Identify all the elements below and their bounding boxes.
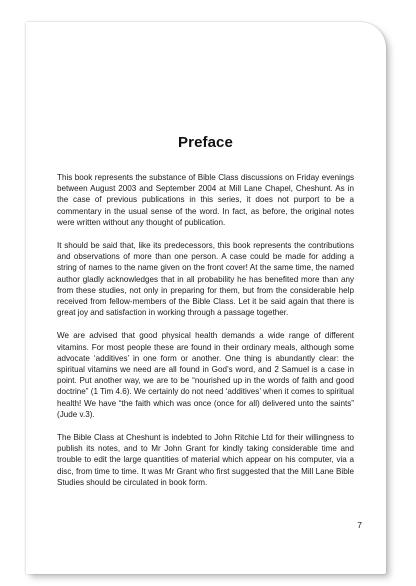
book-page (26, 22, 386, 574)
page-title: Preface (178, 134, 233, 151)
paragraph-3: We are advised that good physical health demands a wide range of different vitamins. For most people these are found in their ordinary meals, although some advocate ‘additives’ in one form or another. One thing is abundantly clear: the spiritual vitamins we need are all found in God’s word, and 2 Samuel is a case in point. Put another way, we are to be “nourished up in the words of faith and good doctrine” (1 Tim 4.6). We certainly do not need ‘additives’ when it comes to spiritual health! We have “the faith which was once (once for all) delivered unto the saints” (Jude v.3). (57, 331, 354, 419)
paragraph-4: The Bible Class at Cheshunt is indebted to John Ritchie Ltd for their willingness to publish its notes, and to Mr John Grant for kindly taking considerable time and trouble to edit the large quantities of material which appear on his computer, via a disc, from time to time. It was Mr Grant who first suggested that the Mill Lane Bible Studies should be circulated in book form. (57, 433, 354, 487)
paragraph-1: This book represents the substance of Bible Class discussions on Friday evenings between August 2003 and September 2004 at Mill Lane Chapel, Cheshunt. As in the case of previous publications in this series, it does not purport to be a commentary in the usual sense of the word. In fact, as before, the original notes were written without any thought of publication. (57, 173, 354, 227)
page-number: 7 (357, 520, 362, 530)
preface-body (57, 172, 354, 488)
paragraph-2: It should be said that, like its predecessors, this book represents the contributions and observations of more than one person. A case could be made for adding a string of names to the name given on the front cover! At the same time, the named author gladly acknowledges that in all probability he has benefited more than any from these studies, not only in preparing for them, but from the considerable help received from fellow-members of the Bible Class. Let it be said again that there is great joy and satisfaction in working through a passage together. (57, 241, 354, 318)
